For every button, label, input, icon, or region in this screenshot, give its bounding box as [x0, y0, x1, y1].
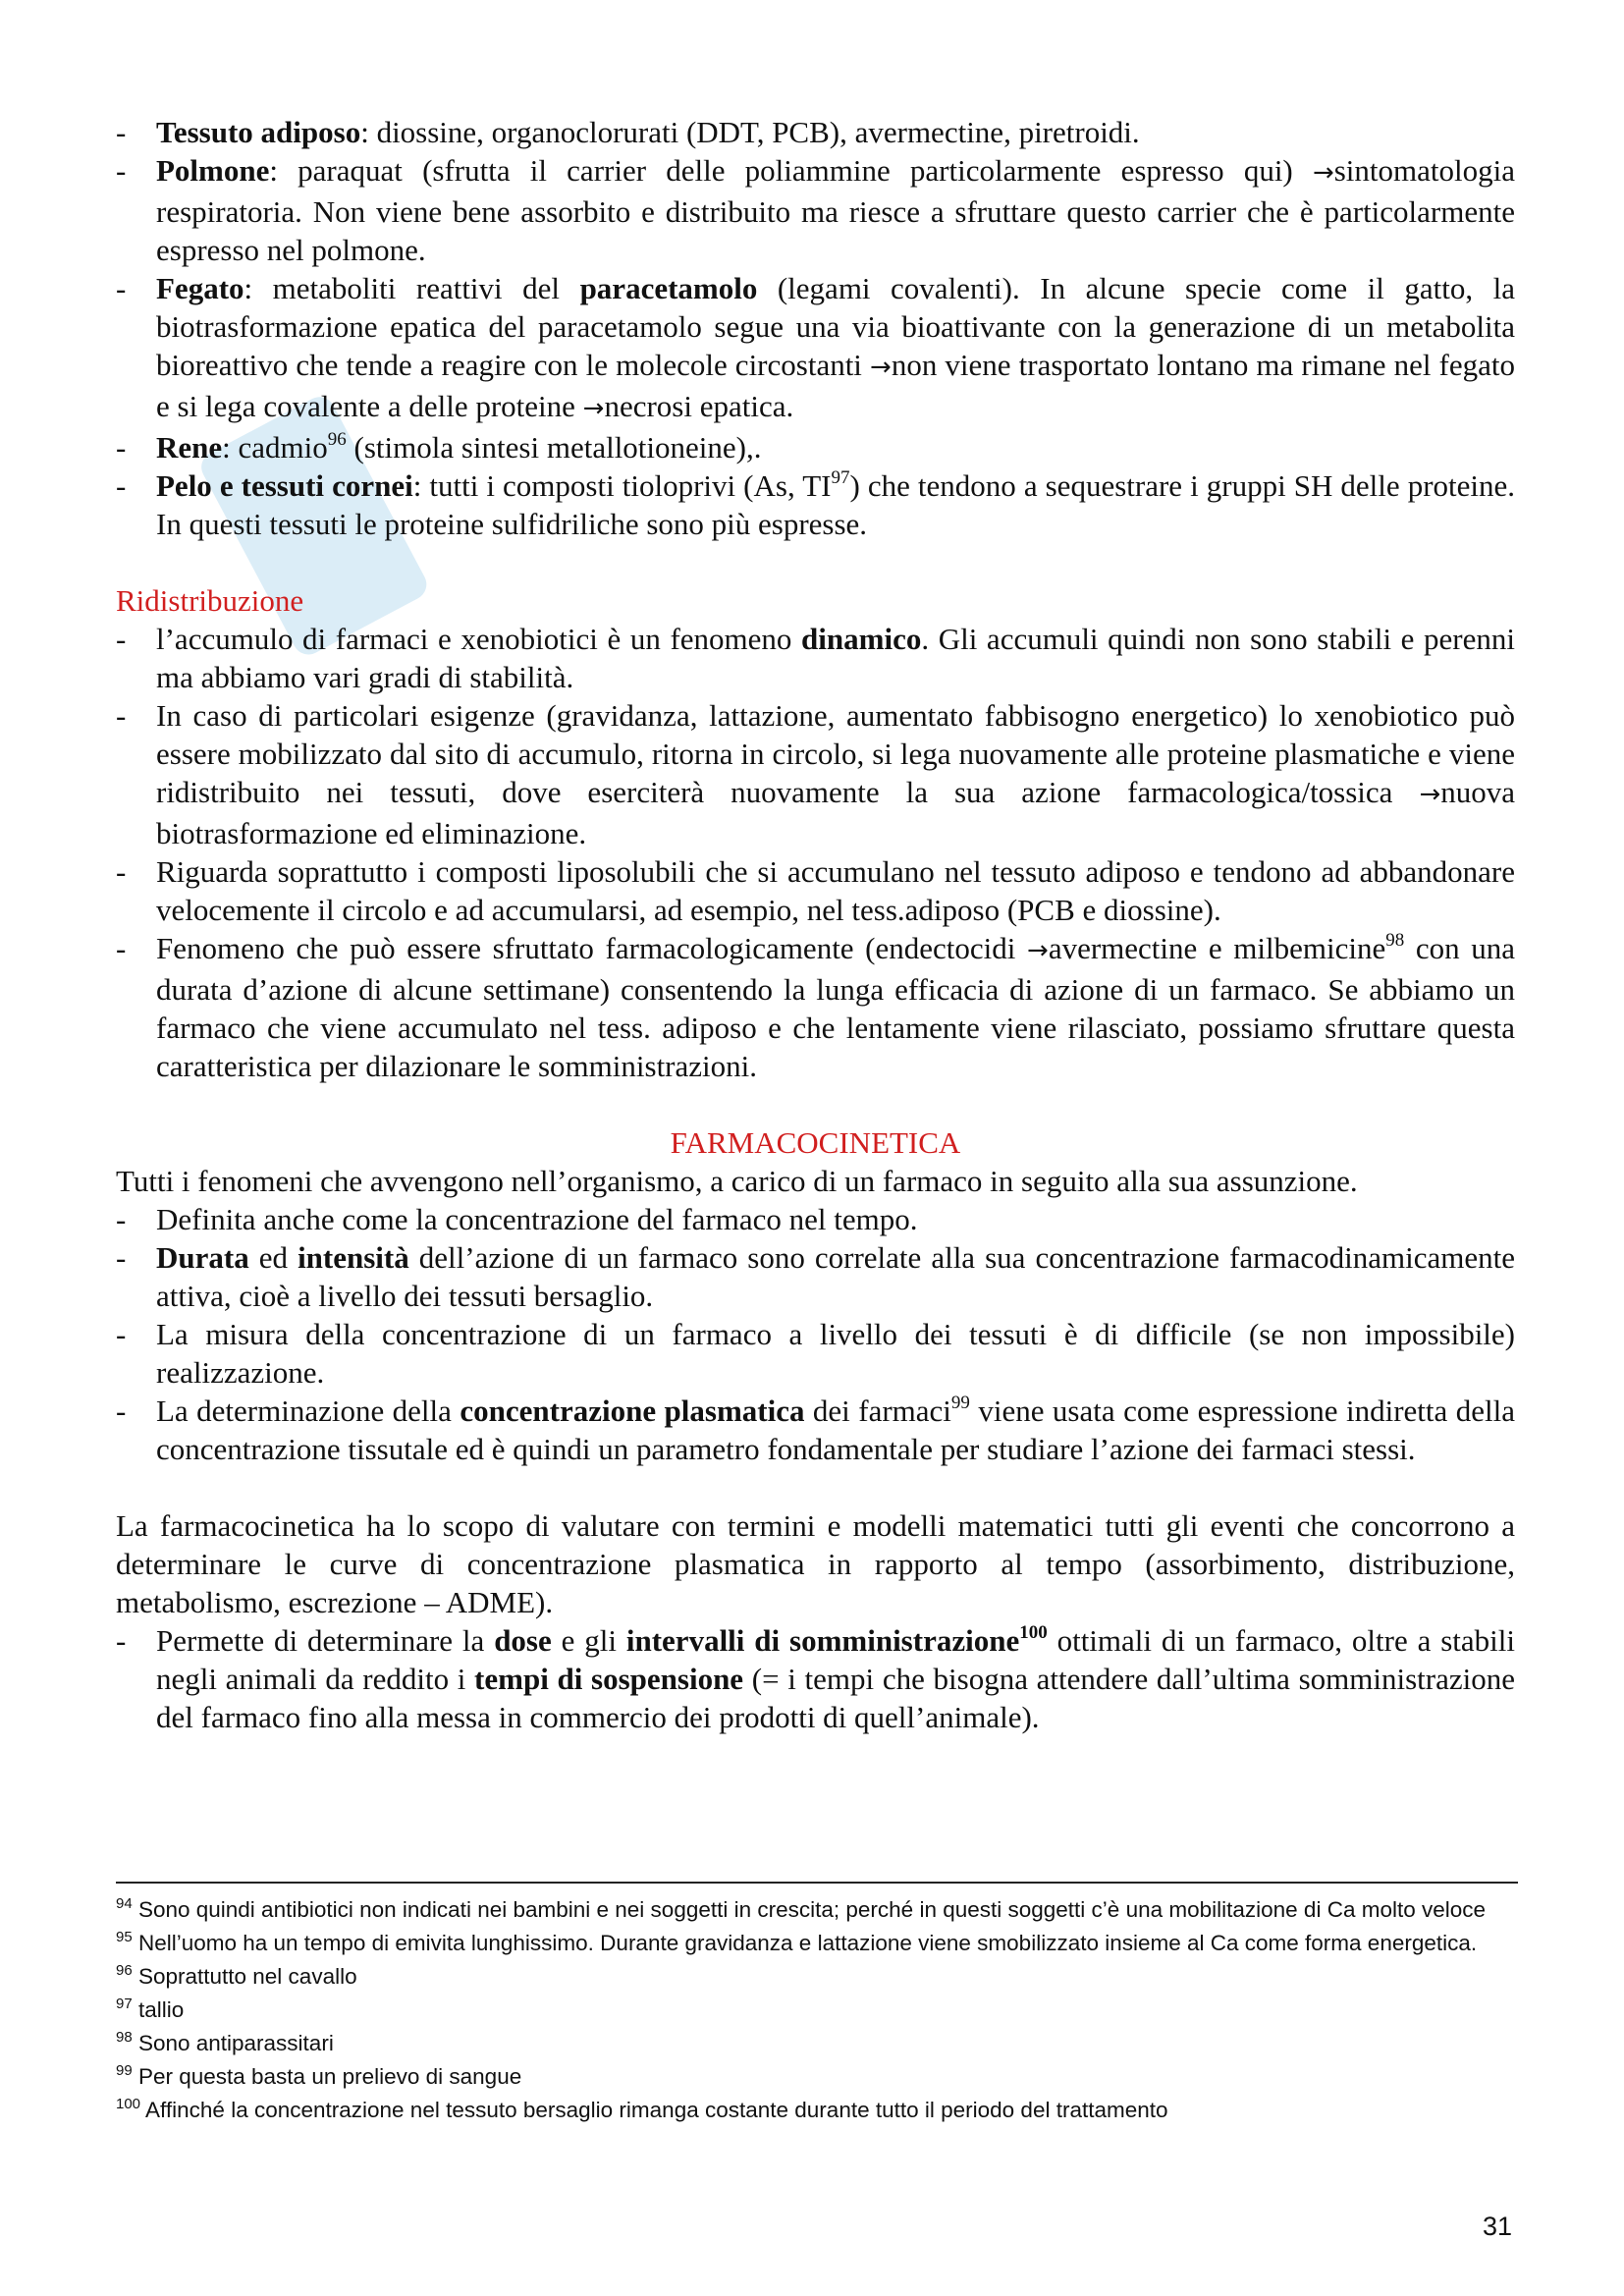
term: Pelo e tessuti cornei — [156, 468, 413, 503]
body-paragraph: La farmacocinetica ha lo scopo di valutare con termini e modelli matematici tutti gli eventi che concorrono a determinare le curve di concentrazione plasmatica in rapporto al tempo (assorbimento, distribuzione, metabolismo, escrezione – ADME). — [116, 1508, 1515, 1619]
pharmacokinetics-list — [116, 1200, 1515, 1468]
footnote-ref: 100 — [1019, 1621, 1048, 1643]
list-item: - Durata ed intensità dell’azione di un farmaco sono correlate alla sua concentrazione farmacodinamicamente attiva, cioè a livello dei tessuti bersaglio. — [116, 1238, 1515, 1315]
list-item: - La misura della concentrazione di un farmaco a livello dei tessuti è di difficile (se non impossibile) realizzazione. — [116, 1315, 1515, 1392]
arrow-icon: → — [1027, 936, 1049, 965]
pharmacokinetics-list-2 — [116, 1621, 1515, 1736]
term: Fegato — [156, 271, 244, 305]
arrow-icon: → — [1419, 780, 1441, 809]
page-body — [116, 113, 1515, 1736]
footnote-ref: 97 — [831, 466, 850, 488]
list-item: - Fenomeno che può essere sfruttato farmacologicamente (endectocidi →avermectine e milbemicine$^{98}$ con una durata d’azione di alcune settimane) consentendo la lunga efficacia di azione di un farmaco. Se abbiamo un farmaco che viene accumulato nel tess. adiposo e che lentamente viene rilasciato, possiamo sfruttare questa caratteristica per dilazionare le somministrazioni. — [116, 929, 1515, 1085]
list-item: - Fegato: metaboliti reattivi del paracetamolo (legami covalenti). In alcune specie come il gatto, la biotrasformazione epatica del paracetamolo segue una via bioattivante con la generazione di un metabolita bioreattivo che tende a reagire con le molecole circostanti →non viene trasportato lontano ma rimane nel fegato e si lega covalente a delle proteine →necrosi epatica. — [116, 269, 1515, 428]
footnote: $^{95}$ Nell’uomo ha un tempo di emivita lunghissimo. Durante gravidanza e lattazione viene smobilizzato insieme al Ca come forma energetica. — [116, 1928, 1478, 1955]
list-item: - l’accumulo di farmaci e xenobiotici è un fenomeno dinamico. Gli accumuli quindi non sono stabili e perenni ma abbiamo vari gradi di stabilità. — [116, 620, 1515, 696]
section-heading-redistribution: Ridistribuzione — [116, 583, 304, 618]
list-item: - Rene: cadmio$^{96}$ (stimola sintesi metallotioneine),. — [116, 428, 1515, 466]
term: Rene — [156, 430, 223, 465]
footnote: $^{100}$ Affinché la concentrazione nel tessuto bersaglio rimanga costante durante tutto il periodo del trattamento — [116, 2095, 1168, 2122]
footnotes — [116, 1882, 1518, 2127]
term: Tessuto adiposo — [156, 115, 361, 149]
page-number: 31 — [1483, 2212, 1513, 2241]
list-item: - Permette di determinare la dose e gli intervalli di somministrazione$^{100}$ ottimali di un farmaco, oltre a stabili negli animali da reddito i tempi di sospensione (= i tempi che bisogna attendere dall’ultima somministrazione del farmaco fino alla messa in commercio dei prodotti di quell’animale). — [116, 1621, 1515, 1736]
list-item: - In caso di particolari esigenze (gravidanza, lattazione, aumentato fabbisogno energetico) lo xenobiotico può essere mobilizzato dal sito di accumulo, ritorna in circolo, si lega nuovamente alle proteine plasmatiche e viene ridistribuito nei tessuti, dove eserciterà nuovamente la sua azione farmacologica/tossica →nuova biotrasformazione ed eliminazione. — [116, 696, 1515, 852]
list-item: - La determinazione della concentrazione plasmatica dei farmaci$^{99}$ viene usata come espressione indiretta della concentrazione tissutale ed è quindi un parametro fondamentale per studiare l’azione dei farmaci stessi. — [116, 1392, 1515, 1468]
footnote-ref: 98 — [1385, 929, 1405, 951]
term: Polmone — [156, 153, 270, 188]
list-item: - Polmone: paraquat (sfrutta il carrier delle poliammine particolarmente espresso qui) →sintomatologia respiratoria. Non viene bene assorbito e distribuito ma riesce a sfruttare questo carrier che è particolarmente espresso nel polmone. — [116, 151, 1515, 269]
list-item: - Definita anche come la concentrazione del farmaco nel tempo. — [116, 1200, 1515, 1238]
arrow-icon: → — [870, 353, 892, 382]
arrow-icon: → — [582, 394, 605, 423]
organ-accumulation-list — [116, 113, 1515, 543]
footnote: $^{98}$ Sono antiparassitari — [116, 2028, 334, 2055]
footnote-ref: 99 — [950, 1392, 970, 1413]
redistribution-list — [116, 620, 1515, 1085]
arrow-icon: → — [1312, 158, 1334, 188]
footnote-ref: 96 — [327, 428, 347, 450]
section-heading-pharmacokinetics: FARMACOCINETICA — [670, 1125, 961, 1160]
intro-paragraph: Tutti i fenomeni che avvengono nell’organismo, a carico di un farmaco in seguito alla sua assunzione. — [116, 1164, 1358, 1198]
footnote: $^{97}$ tallio — [116, 1995, 185, 2022]
list-item: - Pelo e tessuti cornei: tutti i composti tioloprivi (As, TI$^{97}$) che tendono a sequestrare i gruppi SH delle proteine. In questi tessuti le proteine sulfidriliche sono più espresse. — [116, 466, 1515, 543]
footnote: $^{96}$ Soprattutto nel cavallo — [116, 1961, 357, 1989]
list-item: - Riguarda soprattutto i composti liposolubili che si accumulano nel tessuto adiposo e tendono ad abbandonare velocemente il circolo e ad accumularsi, ad esempio, nel tess.adiposo (PCB e diossine). — [116, 852, 1515, 929]
list-item: - Tessuto adiposo: diossine, organoclorurati (DDT, PCB), avermectine, piretroidi. — [116, 113, 1515, 151]
footnote: $^{94}$ Sono quindi antibiotici non indicati nei bambini e nei soggetti in crescita; perché in questi soggetti c’è una mobilitazione di Ca molto veloce — [116, 1894, 1487, 1922]
footnote: $^{99}$ Per questa basta un prelievo di sangue — [116, 2061, 522, 2089]
